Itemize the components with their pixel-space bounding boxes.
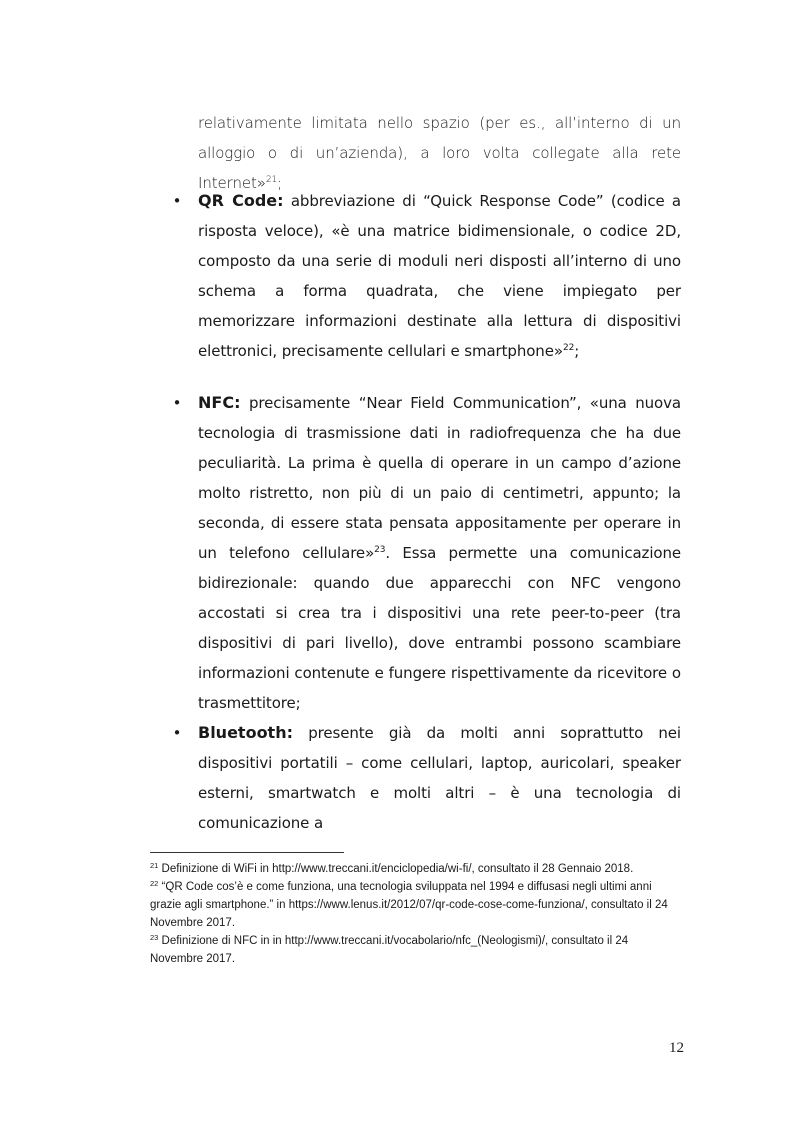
continued-text: relativamente limitata nello spazio (per es., all’interno di un alloggio o di un’azienda), a loro volta collegate alla rete Internet» <box>198 114 681 192</box>
continued-paragraph <box>198 108 681 198</box>
term-qr-code: QR Code: <box>198 191 284 210</box>
bullet-tail: . Essa permette una comunicazione bidirezionale: quando due apparecchi con NFC vengono accostati si crea tra i dispositivi una rete peer-to-peer (tra dispositivi di pari livello), dove entrambi possono scambiare informazioni contenute e fungere rispettivamente da ricevitore o trasmettitore; <box>198 544 682 712</box>
footnote-text: Definizione di WiFi in http://www.treccani.it/enciclopedia/wi-fi/, consultato il 28 Gennaio 2018. <box>158 863 634 875</box>
bullet-text: abbreviazione di “Quick Response Code” (codice a risposta veloce), «è una matrice bidimensionale, o codice 2D, composto da una serie di moduli neri disposti all’interno di uno schema a forma quadrata, che viene impiegato per memorizzare informazioni destinate alla lettura di dispositivi elettronici, precisamente cellulari e smartphone» <box>198 192 681 360</box>
footnotes <box>150 860 684 968</box>
footnote-ref: 22 <box>562 343 575 353</box>
footnote-text: “QR Code cos’è e come funziona, una tecnologia sviluppata nel 1994 e diffusasi negli ultimi anni grazie agli smartphone.” in https://www.lenus.it/2012/07/qr-code-cose-come-funziona/, consultato il 24 Novembre 2017. <box>150 881 668 929</box>
footnote-number: 21 <box>150 861 159 870</box>
bullet-tail: ; <box>574 342 580 360</box>
footnote-number: 23 <box>150 933 159 942</box>
footnote-separator <box>150 852 344 853</box>
footnote-ref: 23 <box>374 545 386 555</box>
footnote <box>150 860 684 878</box>
footnote <box>150 878 684 932</box>
bullet-text: precisamente “Near Field Communication”, «una nuova tecnologia di trasmissione dati in radiofrequenza che ha due peculiarità. La prima è quella di operare in un campo d’azione molto ristretto, non più di un paio di centimetri, appunto; la seconda, di essere stata pensata appositamente per operare in un telefono cellulare» <box>198 394 681 562</box>
page-number: 12 <box>669 1040 684 1056</box>
bullet-marker: • <box>172 192 182 210</box>
bullet-item-qr-code <box>172 186 681 366</box>
footnote <box>150 932 684 968</box>
bullet-item-bluetooth <box>172 718 681 838</box>
bullet-item-nfc <box>172 388 682 718</box>
footnote-ref: 21 <box>265 175 278 185</box>
continued-tail: ; <box>277 174 283 192</box>
bullet-marker: • <box>172 394 182 412</box>
bullet-marker: • <box>172 724 182 742</box>
footnote-number: 22 <box>150 879 159 888</box>
term-bluetooth: Bluetooth: <box>198 723 293 742</box>
footnote-text: Definizione di NFC in in http://www.treccani.it/vocabolario/nfc_(Neologismi)/, consultato il 24 Novembre 2017. <box>150 935 629 965</box>
bullet-text: presente già da molti anni soprattutto nei dispositivi portatili – come cellulari, laptop, auricolari, speaker esterni, smartwatch e molti altri – è una tecnologia di comunicazione a <box>198 724 681 832</box>
term-nfc: NFC: <box>198 393 241 412</box>
